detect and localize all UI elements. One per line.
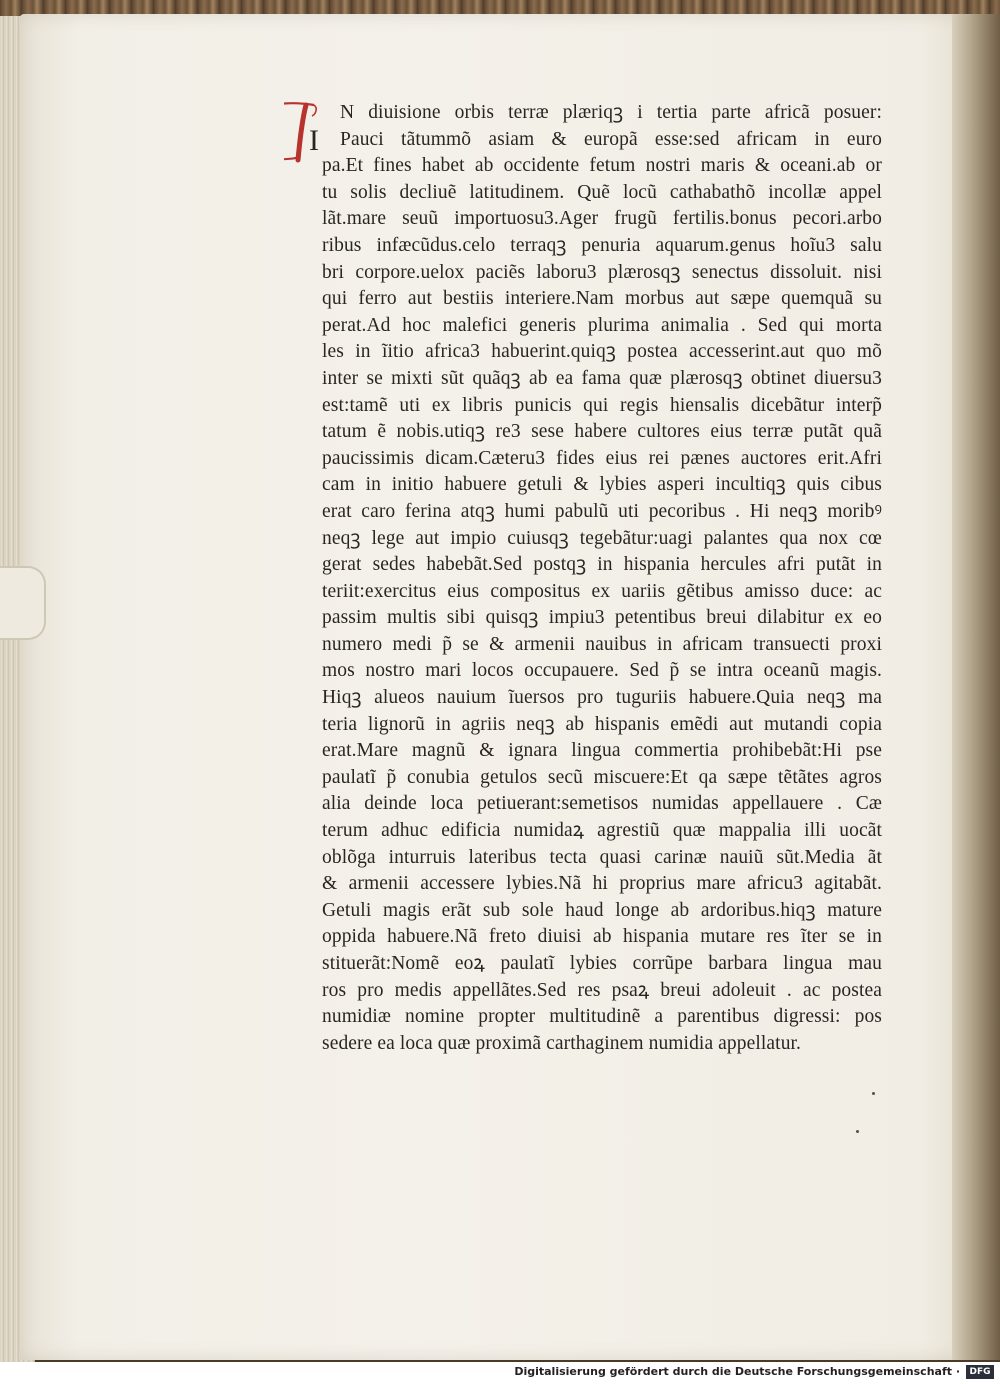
text-line: Pauci tãtummõ asiam & europã esse:sed africam in euro [340,128,882,150]
svg-text:I: I [309,124,319,157]
text-line: numero medi p̃ se & armenii nauibus in africam transuecti proxi [322,633,882,655]
text-line: ribus infæcũdus.celo terraqꝫ penuria aquarum.genus hoĩu3 salu [322,234,882,256]
text-line: lãt.mare seuũ importuosu3.Ager frugũ fertilis.bonus pecori.arbo [322,208,882,230]
ink-speck [872,1092,875,1095]
text-line: sedere ea loca quæ proximã carthaginem numidia appellatur. [322,1032,802,1054]
text-line: tatum ẽ nobis.utiqꝫ re3 sese habere cultores eius terræ putãt quã [322,421,882,443]
text-line: erat.Mare magnũ & ignara lingua commertia prohibebãt:Hi pse [322,740,882,762]
text-line: alia deinde loca petiuerant:semetisos numidas appellauere . Cæ [322,793,882,815]
text-line: perat.Ad hoc malefici generis plurima animalia . Sed qui morta [322,314,882,336]
ink-speck [856,1130,859,1133]
text-line: neqꝫ lege aut impio cuiusqꝫ tegebãtur:uagi palantes qua nox cœ [322,527,882,549]
text-line: oppida habuere.Nã freto diuisi ab hispania mutare res ĩter se in [322,926,882,948]
text-line: inter se mixti sũt quãqꝫ ab ea fama quæ plærosqꝫ obtinet diuersu3 [322,367,882,389]
text-line: paucissimis dicam.Cæteru3 fides eius rei pænes auctores erit.Afri [322,447,882,469]
text-line: Hiqꝫ alueos nauium ĩuersos pro tuguriis habuere.Quia neqꝫ ma [322,687,882,709]
text-line: les in ĩitio africa3 habuerint.quiqꝫ postea accesserint.aut quo mõ [322,341,882,363]
text-line: pa.Et fines habet ab occidente fetum nostri maris & oceani.ab or [322,155,882,177]
incunabula-text-block [309,100,882,1057]
footer-bar [0,1362,1000,1384]
text-line: erat caro ferina atqꝫ humi pabulũ uti pecoribus . Hi neqꝫ moribꝰ [322,500,882,522]
funding-notice: Digitalisierung gefördert durch die Deutsche Forschungsgemeinschaft · [514,1365,960,1378]
text-line: bri corpore.uelox paciẽs laboru3 plærosqꝫ senectus dissoluit. nisi [322,261,882,283]
text-line: est:tamẽ uti ex libris punicis qui regis hiensalis dicebãtur interp̃ [322,394,882,416]
text-line: Getuli magis erãt sub sole haud longe ab ardoribus.hiqꝫ mature [322,899,882,921]
text-line: terum adhuc edificia numidaꝝ agrestiũ quæ mappalia illi uocãt [322,820,882,842]
rubricated-initial-icon [284,102,320,164]
text-line: ros pro medis appellãtes.Sed res psaꝝ breui adoleuit . ac postea [322,979,882,1001]
text-line: tu solis decliuẽ latitudinem. Quẽ locũ cathabathõ incollæ appel [322,181,882,203]
text-line: numidiæ nomine propter multitudinẽ a parentibus digressi: pos [322,1006,882,1028]
text-line: cam in initio habuere getuli & lybies asperi incultiqꝫ quis cibus [322,474,882,496]
text-line: stituerãt:Nomẽ eoꝝ paulatĩ lybies corrũpe barbara lingua mau [322,953,882,974]
page-clip [0,566,46,640]
text-line: qui ferro aut bestiis interiere.Nam morbus aut sæpe quemquã su [322,288,882,310]
text-line: gerat sedes habebãt.Sed postqꝫ in hispania hercules afri putãt in [322,554,882,576]
text-line: N diuisione orbis terræ plæriqꝫ i tertia parte africã posuer: [340,102,882,123]
gutter-shadow [952,14,1000,1360]
text-line: oblõga inturruis lateribus tecta quasi carinæ nauiũ sũt.Media ãt [322,846,882,868]
text-line: teriit:exercitus eius compositus ex uariis gẽtibus amisso duce: ac [322,580,882,602]
text-line: mos nostro mari locos occupauere. Sed p̃ se intra oceanũ magis. [322,660,882,682]
text-line: teria lignorũ in agriis neqꝫ ab hispanis emẽdi aut mutandi copia [322,713,882,735]
text-lines [322,100,882,1057]
dfg-logo-icon: DFG [966,1365,994,1379]
text-line: paulatĩ p̃ conubia getulos secũ miscuere:Et qa sæpe tẽtãtes agros [322,766,882,788]
text-line: passim multis sibi quisqꝫ impiu3 petentibus breui dilabitur ex eo [322,607,882,629]
text-line: & armenii accessere lybies.Nã hi proprius mare africu3 agitabãt. [322,873,882,895]
